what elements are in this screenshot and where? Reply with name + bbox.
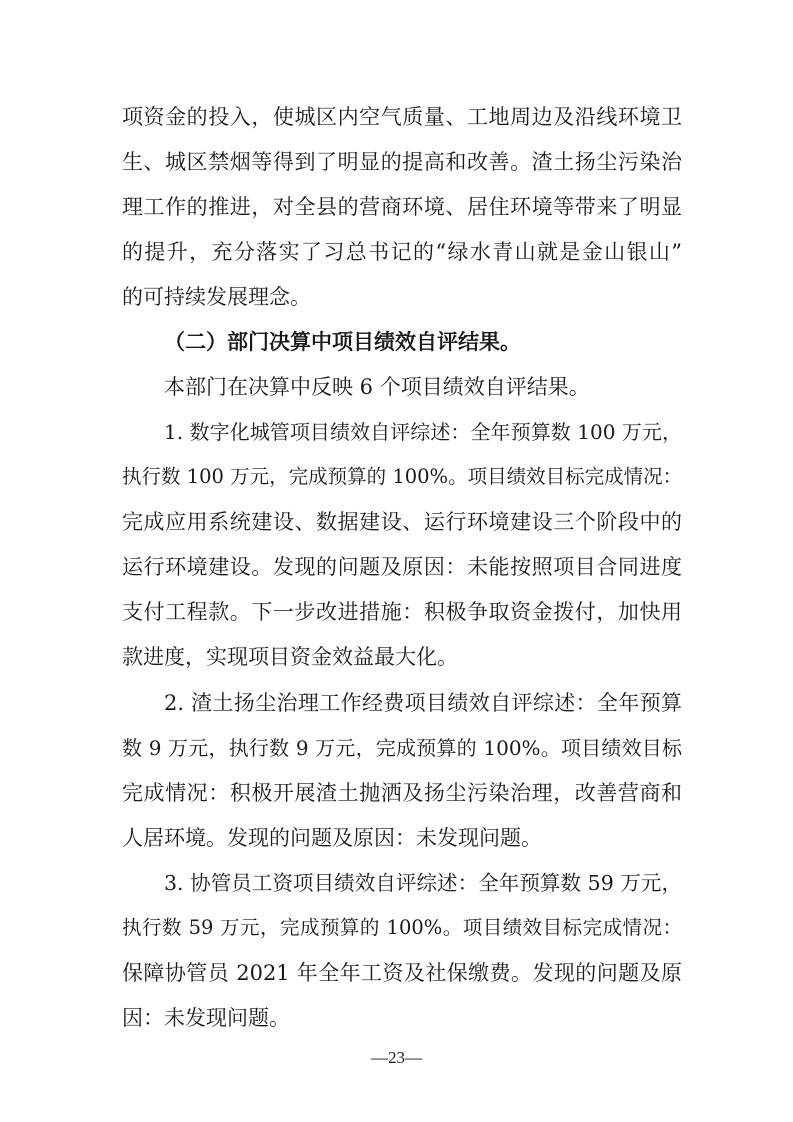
item-1-text-line: 1. 数字化城管项目绩效自评综述：全年预算数 100 万元， [164,420,682,444]
item-2-text-line: 数 9 万元，执行数 9 万元，完成预算的 100%。项目绩效目标 [122,736,682,760]
item-3-text-line: 执行数 59 万元，完成预算的 100%。项目绩效目标完成情况： [122,916,682,939]
item-2-text-line: 完成情况：积极开展渣土抛洒及扬尘污染治理，改善营商和 [122,781,682,805]
page-number: —23— [371,1048,422,1067]
item-1-text-line: 支付工程款。下一步改进措施：积极争取资金拨付，加快用 [122,600,682,624]
item-2-text-line: 人居环境。发现的问题及原因：未发现问题。 [122,826,542,850]
body-text-line: 的可持续发展理念。 [122,285,311,309]
body-text-line: 项资金的投入，使城区内空气质量、工地周边及沿线环境卫 [122,105,682,129]
body-text-line: 理工作的推进，对全县的营商环境、居住环境等带来了明显 [122,195,682,219]
section-heading: （二）部门决算中项目绩效自评结果。 [164,330,521,354]
item-3-text-line: 保障协管员 2021 年全年工资及社保缴费。发现的问题及原 [122,961,682,985]
item-1-text-line: 执行数 100 万元，完成预算的 100%。项目绩效目标完成情况： [122,465,683,488]
item-3-text-line: 因：未发现问题。 [122,1006,290,1030]
item-1-text-line: 运行环境建设。发现的问题及原因：未能按照项目合同进度 [122,555,682,579]
body-text-line: 本部门在决算中反映 6 个项目绩效自评结果。 [164,375,590,399]
body-text-line: 的提升，充分落实了习总书记的“绿水青山就是金山银山” [122,240,682,264]
body-text-line: 生、城区禁烟等得到了明显的提高和改善。渣土扬尘污染治 [122,150,682,174]
item-1-text-line: 款进度，实现项目资金效益最大化。 [122,645,458,669]
item-1-text-line: 完成应用系统建设、数据建设、运行环境建设三个阶段中的 [122,510,682,534]
item-3-text-line: 3. 协管员工资项目绩效自评综述：全年预算数 59 万元， [164,871,682,895]
item-2-text-line: 2. 渣土扬尘治理工作经费项目绩效自评综述：全年预算 [164,691,682,715]
